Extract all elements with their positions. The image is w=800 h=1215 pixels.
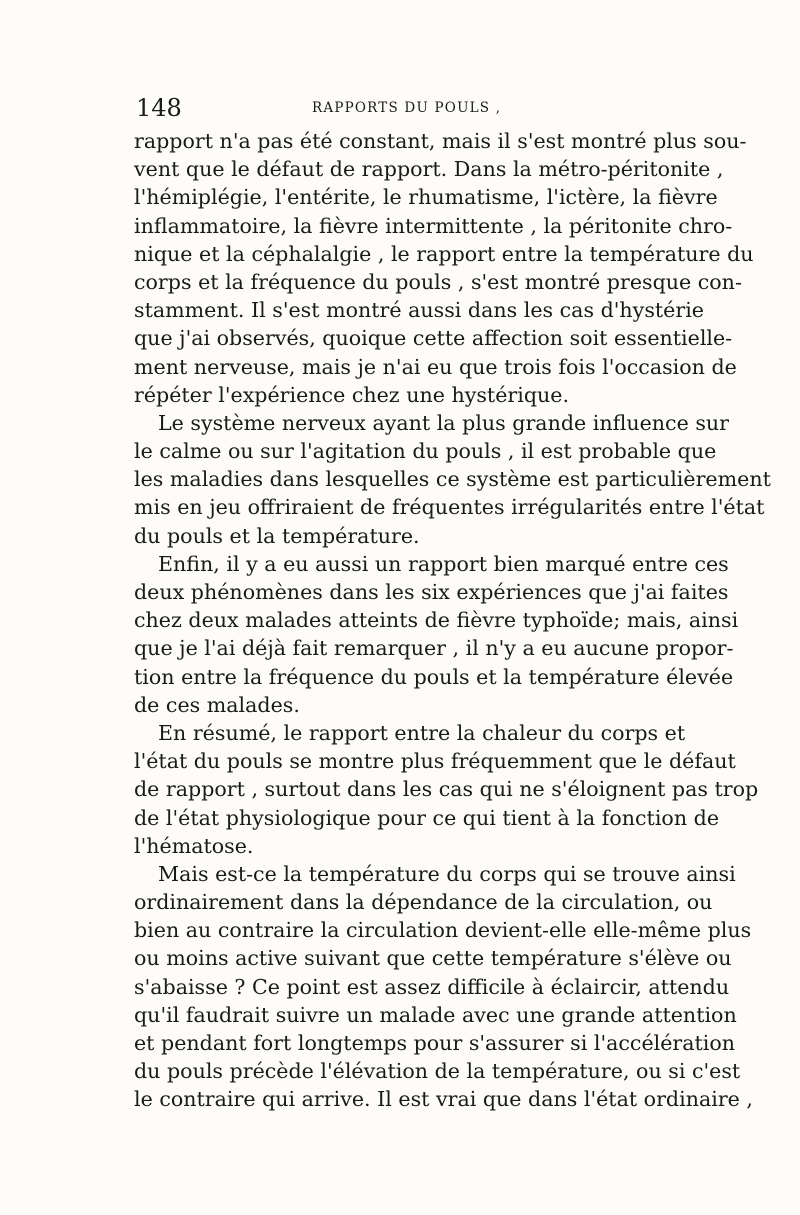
text-line: et pendant fort longtemps pour s'assurer si l'accélération [134, 1031, 736, 1055]
text-line: qu'il faudrait suivre un malade avec une grande attention [134, 1002, 737, 1027]
text-line: rapport n'a pas été constant, mais il s'est montré plus sou- [134, 129, 747, 153]
text-line: du pouls et la température. [134, 523, 420, 548]
paragraph [134, 127, 754, 409]
text-line: deux phénomènes dans les six expériences que j'ai faites [134, 580, 729, 604]
text-line: chez deux malades atteints de fièvre typhoïde; mais, ainsi [134, 608, 739, 633]
running-title: RAPPORTS DU POULS , [312, 100, 502, 116]
paragraph [134, 409, 771, 550]
text-line: de ces malades. [134, 692, 300, 717]
text-line: ou moins active suivant que cette température s'élève ou [134, 946, 732, 971]
page-number: 148 [136, 94, 182, 122]
text-line: du pouls précède l'élévation de la température, ou si c'est [134, 1059, 741, 1084]
text-line: l'état du pouls se montre plus fréquemment que le défaut [134, 749, 736, 774]
text-line: l'hématose. [134, 833, 254, 858]
paragraph [134, 550, 739, 719]
page-body [134, 127, 771, 1114]
text-line: corps et la fréquence du pouls , s'est montré presque con- [134, 269, 742, 294]
paragraph [134, 719, 759, 860]
text-line: ment nerveuse, mais je n'ai eu que trois fois l'occasion de [134, 354, 737, 379]
paragraph [134, 860, 753, 1114]
text-line: s'abaisse ? Ce point est assez difficile à éclaircir, attendu [134, 974, 730, 999]
text-line: ordinairement dans la dépendance de la circulation, ou [134, 890, 713, 915]
text-line: l'hémiplégie, l'entérite, le rhumatisme, l'ictère, la fièvre [134, 185, 718, 210]
text-line: Enfin, il y a eu aussi un rapport bien marqué entre ces [158, 551, 729, 576]
text-line: les maladies dans lesquelles ce système est particulièrement [134, 467, 771, 492]
text-line: mis en jeu offriraient de fréquentes irrégularités entre l'état [134, 495, 765, 520]
running-head [136, 92, 684, 124]
text-line: que je l'ai déjà fait remarquer , il n'y a eu aucune propor- [134, 636, 734, 661]
text-line: Mais est-ce la température du corps qui se trouve ainsi [158, 861, 736, 886]
text-line: Le système nerveux ayant la plus grande influence sur [158, 410, 730, 435]
text-line: répéter l'expérience chez une hystérique. [134, 382, 570, 407]
text-line: nique et la céphalalgie , le rapport entre la température du [134, 241, 754, 266]
text-line: le contraire qui arrive. Il est vrai que dans l'état ordinaire , [134, 1087, 753, 1112]
text-line: de l'état physiologique pour ce qui tient à la fonction de [134, 805, 720, 830]
text-line: inflammatoire, la fièvre intermittente , la péritonite chro- [134, 213, 733, 238]
text-line: stamment. Il s'est montré aussi dans les cas d'hystérie [134, 298, 704, 323]
text-line: En résumé, le rapport entre la chaleur du corps et [158, 720, 686, 745]
text-line: de rapport , surtout dans les cas qui ne s'éloignent pas trop [134, 777, 759, 802]
text-line: vent que le défaut de rapport. Dans la métro-péritonite , [134, 157, 724, 182]
text-line: le calme ou sur l'agitation du pouls , il est probable que [134, 439, 717, 464]
text-line: que j'ai observés, quoique cette affection soit essentielle- [134, 326, 733, 351]
text-line: tion entre la fréquence du pouls et la température élevée [134, 664, 734, 689]
text-line: bien au contraire la circulation devient-elle elle-même plus [134, 918, 752, 943]
